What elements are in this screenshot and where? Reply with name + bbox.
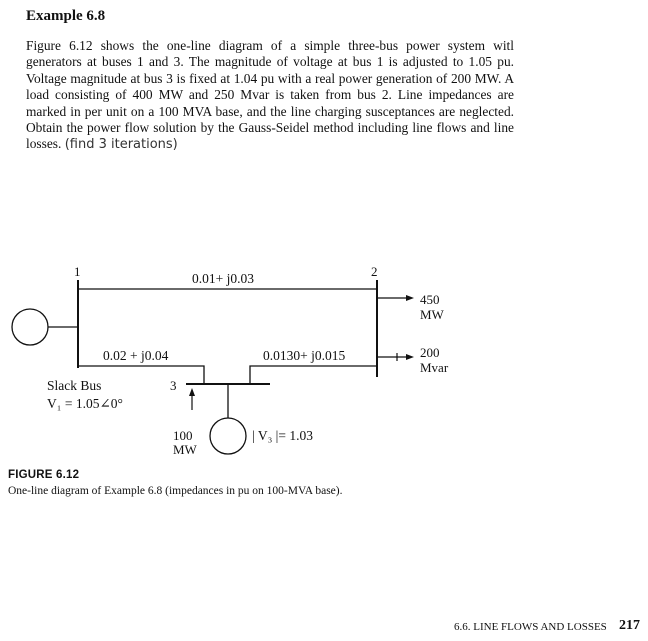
bus-2-load-q-unit: Mvar [420,360,449,375]
added-iterations-note: (find 3 iterations) [64,137,178,153]
bus-3-gen-p-value: 100 [173,428,193,443]
page-number: 217 [619,618,640,633]
slack-voltage-label: V₁ = 1.05∠0° [47,396,123,411]
bus-3-voltage-label: | V₃ |= 1.03 [252,428,313,443]
running-footer-section: 6.6. LINE FLOWS AND LOSSES [454,621,607,633]
bus-3-gen-p-unit: MW [173,442,197,457]
problem-text: Figure 6.12 shows the one-line diagram of a simple three-bus power system witl generators at buses 1 and 3. The magnitude of voltage at bus 1 is adjusted to 1.05 pu. Voltage magnitude at bus 3 is fixed at 1.04 pu with a real power generation of 200 MW. A load consisting of 400 MW and 250 Mvar is taken from bus 2. Line impedances are marked in per unit on a 100 MVA base, and the line charging susceptances are neglected. Obtain the power flow solution by the Gauss-Seidel method including line flows and line losses. [26,38,514,152]
problem-statement [26,38,514,154]
bus-2-load-p-unit: MW [420,307,444,322]
bus-3-injection-arrowhead [189,388,195,396]
bus-3-generator-symbol [210,418,246,454]
example-heading: Example 6.8 [26,8,106,24]
bus-2-load-p-arrowhead [406,295,414,301]
slack-bus-label: Slack Bus [47,378,102,393]
bus-1-label: 1 [74,264,81,279]
bus-2-load-q-value: 200 [420,345,440,360]
figure-label: FIGURE 6.12 [8,469,80,481]
figure-caption: One-line diagram of Example 6.8 (impedances in pu on 100-MVA base). [8,485,343,497]
bus-3-label: 3 [170,378,177,393]
one-line-diagram [0,255,648,465]
line-1-2-impedance: 0.01+ j0.03 [192,271,254,286]
bus-2-load-p-value: 450 [420,292,440,307]
line-2-3 [250,366,377,384]
slack-generator-symbol [12,309,48,345]
line-1-3-impedance: 0.02 + j0.04 [103,348,169,363]
line-2-3-impedance: 0.0130+ j0.015 [263,348,346,363]
bus-2-load-q-arrowhead [406,354,414,360]
bus-2-label: 2 [371,264,378,279]
